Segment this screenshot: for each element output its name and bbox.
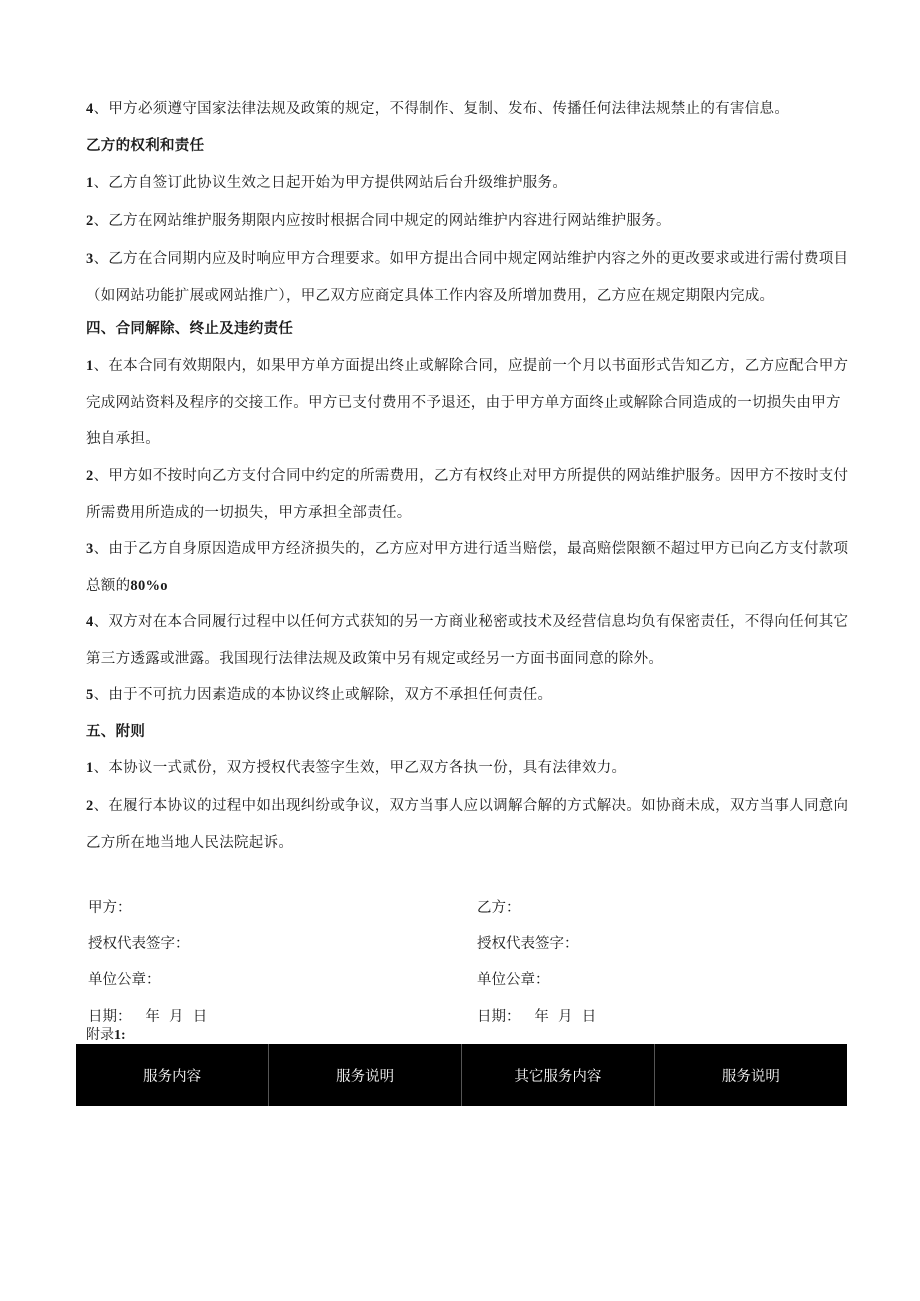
party-b-date: 日期： 年 月 日	[477, 1009, 597, 1025]
clause-s1: 1、本协议一式贰份，双方授权代表签字生效，甲乙双方各执一份，具有法律效力。	[86, 760, 627, 776]
clause-a4: 4、甲方必须遵守国家法律法规及政策的规定，不得制作、复制、发布、传播任何法律法规禁止的有害信息。	[86, 101, 790, 117]
table-header-cell: 服务说明	[654, 1044, 847, 1106]
table-header-cell: 服务说明	[269, 1044, 462, 1106]
party-a-seal: 单位公章：	[88, 972, 161, 988]
heading-party-b-rights: 乙方的权利和责任	[86, 137, 205, 154]
appendix-label: 附录1:	[86, 1027, 126, 1043]
clause-t2: 2、甲方如不按时向乙方支付合同中约定的所需费用，乙方有权终止对甲方所提供的网站维护服务。因甲方不按时支付所需费用所造成的一切损失，甲方承担全部责任。	[86, 468, 849, 521]
heading-supplementary: 五、附则	[86, 723, 146, 740]
party-a-rep: 授权代表签字：	[88, 936, 190, 952]
clause-t1: 1、在本合同有效期限内，如果甲方单方面提出终止或解除合同，应提前一个月以书面形式告知乙方，乙方应配合甲方完成网站资料及程序的交接工作。甲方已支付费用不予退还，由于甲方单方面终止或解除合同造成的一切损失由甲方独自承担。	[86, 358, 849, 447]
party-b-label: 乙方：	[477, 900, 521, 916]
table-header-row	[76, 1044, 847, 1106]
party-a-date: 日期： 年 月 日	[88, 1009, 208, 1025]
table-header-cell: 服务内容	[143, 1068, 202, 1085]
party-a-label: 甲方：	[88, 900, 132, 916]
clause-b2: 2、乙方在网站维护服务期限内应按时根据合同中规定的网站维护内容进行网站维护服务。	[86, 213, 671, 229]
party-b-seal: 单位公章：	[477, 972, 550, 988]
table-header-cell: 其它服务内容	[462, 1044, 655, 1106]
clause-t4: 4、双方对在本合同履行过程中以任何方式获知的另一方商业秘密或技术及经营信息均负有保密责任，不得向任何其它第三方透露或泄露。我国现行法律法规及政策中另有规定或经另一方面书面同意的除外。	[86, 614, 849, 667]
clause-b3: 3、乙方在合同期内应及时响应甲方合理要求。如甲方提出合同中规定网站维护内容之外的更改要求或进行需付费项目（如网站功能扩展或网站推广），甲乙双方应商定具体工作内容及所增加费用，乙方应在规定期限内完成。	[86, 251, 849, 304]
clause-s2: 2、在履行本协议的过程中如出现纠纷或争议，双方当事人应以调解合解的方式解决。如协商未成，双方当事人同意向乙方所在地当地人民法院起诉。	[86, 798, 849, 851]
clause-t5: 5、由于不可抗力因素造成的本协议终止或解除，双方不承担任何责任。	[86, 687, 553, 703]
party-b-rep: 授权代表签字：	[477, 936, 579, 952]
heading-termination: 四、合同解除、终止及违约责任	[86, 320, 294, 337]
clause-t3: 3、由于乙方自身原因造成甲方经济损失的，乙方应对甲方进行适当赔偿，最高赔偿限额不超过甲方已向乙方支付款项总额的80%o	[86, 541, 849, 594]
service-table	[76, 1044, 847, 1106]
clause-b1: 1、乙方自签订此协议生效之日起开始为甲方提供网站后台升级维护服务。	[86, 175, 568, 191]
